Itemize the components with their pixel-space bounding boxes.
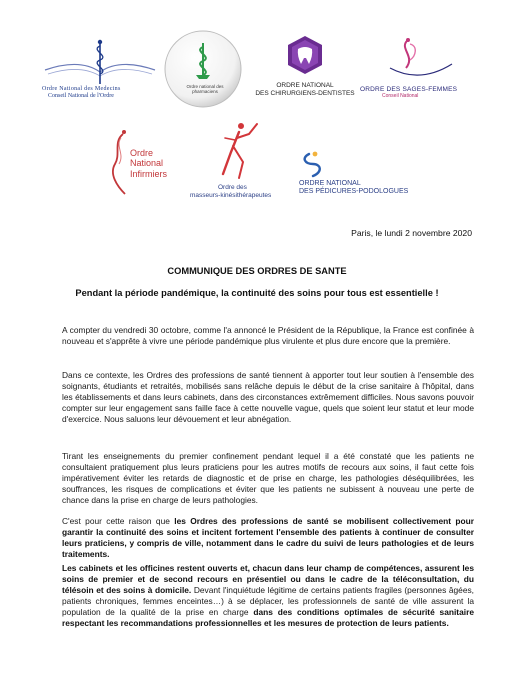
paragraph-4-emphasis: les Ordres des professions de santé se mobilisent collectivement pour garantir la continuité des soins et incitent fortement l'ensemble des patients à continuer de consulter leurs praticiens, y compris de ville, notamment dans le cadre du suivi de leurs pathologies et de leurs traitements. xyxy=(62,516,474,559)
logo-infirmiers-line1: Ordre xyxy=(130,148,154,158)
paragraph-5-emphasis-2: dans des conditions optimales de sécurité sanitaire respectant les recommandations professionnelles et les mesures de protection de leurs patients. xyxy=(62,607,474,628)
paragraph-5 xyxy=(62,563,474,629)
logo-sages-femmes-line1: ORDRE DES SAGES-FEMMES xyxy=(360,86,458,93)
document-subtitle: Pendant la période pandémique, la continuité des soins pour tous est essentielle ! xyxy=(75,288,439,298)
paragraph-1: A compter du vendredi 30 octobre, comme l'a annoncé le Président de la République, la France est confinée à nouveau et s'apprête à vivre une période pandémique plus virulente et plus dure encore que la première. xyxy=(62,325,474,346)
logo-ordre-chirurgiens-dentistes xyxy=(250,34,360,104)
tooth-hexagon-icon xyxy=(250,34,360,82)
logo-infirmiers-text xyxy=(130,148,167,179)
document-title: COMMUNIQUE DES ORDRES DE SANTE xyxy=(167,266,347,276)
logo-kines-line2: masseurs-kinésithérapeutes xyxy=(190,192,272,199)
logo-infirmiers-line3: Infirmiers xyxy=(130,168,168,179)
logo-pharmaciens-text: Ordre national des pharmaciens xyxy=(186,84,224,95)
logo-ordre-infirmiers xyxy=(95,120,185,200)
paragraph-5-body: Devant l'inquiétude légitime de certains patients fragiles (personnes âgées, patients chroniques, femmes enceintes…) à se déplacer, les professionnels de santé de ville assurent la population de la qualité de la prise en charge xyxy=(62,585,475,617)
paragraph-4 xyxy=(62,516,474,560)
logo-pedicures-line1: ORDRE NATIONAL xyxy=(299,180,361,187)
caduceus-icon xyxy=(40,32,160,87)
logo-ordre-medecins xyxy=(40,32,160,102)
logo-chirurgiens-line1: ORDRE NATIONAL xyxy=(276,82,334,89)
pharmacy-seal-icon xyxy=(163,29,243,109)
logo-medecins-line1: Ordre National des Medecins xyxy=(42,86,121,92)
document-date: Paris, le lundi 2 novembre 2020 xyxy=(351,228,472,238)
paragraph-4-intro: C'est pour cette raison que xyxy=(62,516,175,526)
logo-ordre-kines xyxy=(185,118,295,208)
logo-chirurgiens-line2: DES CHIRURGIENS-DENTISTES xyxy=(255,90,355,97)
logo-ordre-pharmaciens xyxy=(163,29,243,109)
logo-sages-femmes-line2: Conseil National xyxy=(382,93,419,99)
foot-swirl-icon xyxy=(295,150,335,180)
logo-ordre-pedicures xyxy=(295,150,425,210)
logo-ordre-sages-femmes xyxy=(360,34,465,104)
paragraph-5-emphasis-1: Les cabinets et les officines restent ouverts et, chacun dans leur champ de compétences, assurent les soins de premier et de second recours en présentiel ou dans le cadre de la téléconsultation, du télésoin et des soins à domicile. xyxy=(62,563,474,595)
midwife-swirl-icon xyxy=(370,34,465,84)
figure-icon xyxy=(185,118,295,184)
logo-pedicures-line2: DES PÉDICURES-PODOLOGUES xyxy=(299,188,409,195)
paragraph-3: Tirant les enseignements du premier confinement pendant lequel il a été constaté que les patients ne consultaient pratiquement plus leurs praticiens pour les autres motifs de recours aux soins, il faut cette fois impérativement éviter les retards de diagnostic et de prise en charge, les pathologies déséquilibrées, les souffrances, les risques de complications et éviter que les patients ne subissent à nouveau une perte de chance dans la prise en charge de leurs pathologies. xyxy=(62,451,474,505)
logo-infirmiers-line2: National xyxy=(130,158,164,169)
logo-medecins-line2: Conseil National de l'Ordre xyxy=(48,93,114,99)
paragraph-2: Dans ce contexte, les Ordres des professions de santé tiennent à apporter tout leur soutien à l'ensemble des soignants, étudiants et retraités, mobilisés sans relâche depuis le début de la crise sanitaire à l'hôpital, dans les établissements et dans leurs cabinets, dans des circonstances extrêmement difficiles. Nous savons pouvoir compter sur leur engagement sans faille face à cette nouvelle vague, quels que soient leur statut et leur mode d'exercice. Nous saluons leur dévouement et leur abnégation. xyxy=(62,370,474,424)
logo-kines-line1: Ordre des xyxy=(218,184,247,191)
